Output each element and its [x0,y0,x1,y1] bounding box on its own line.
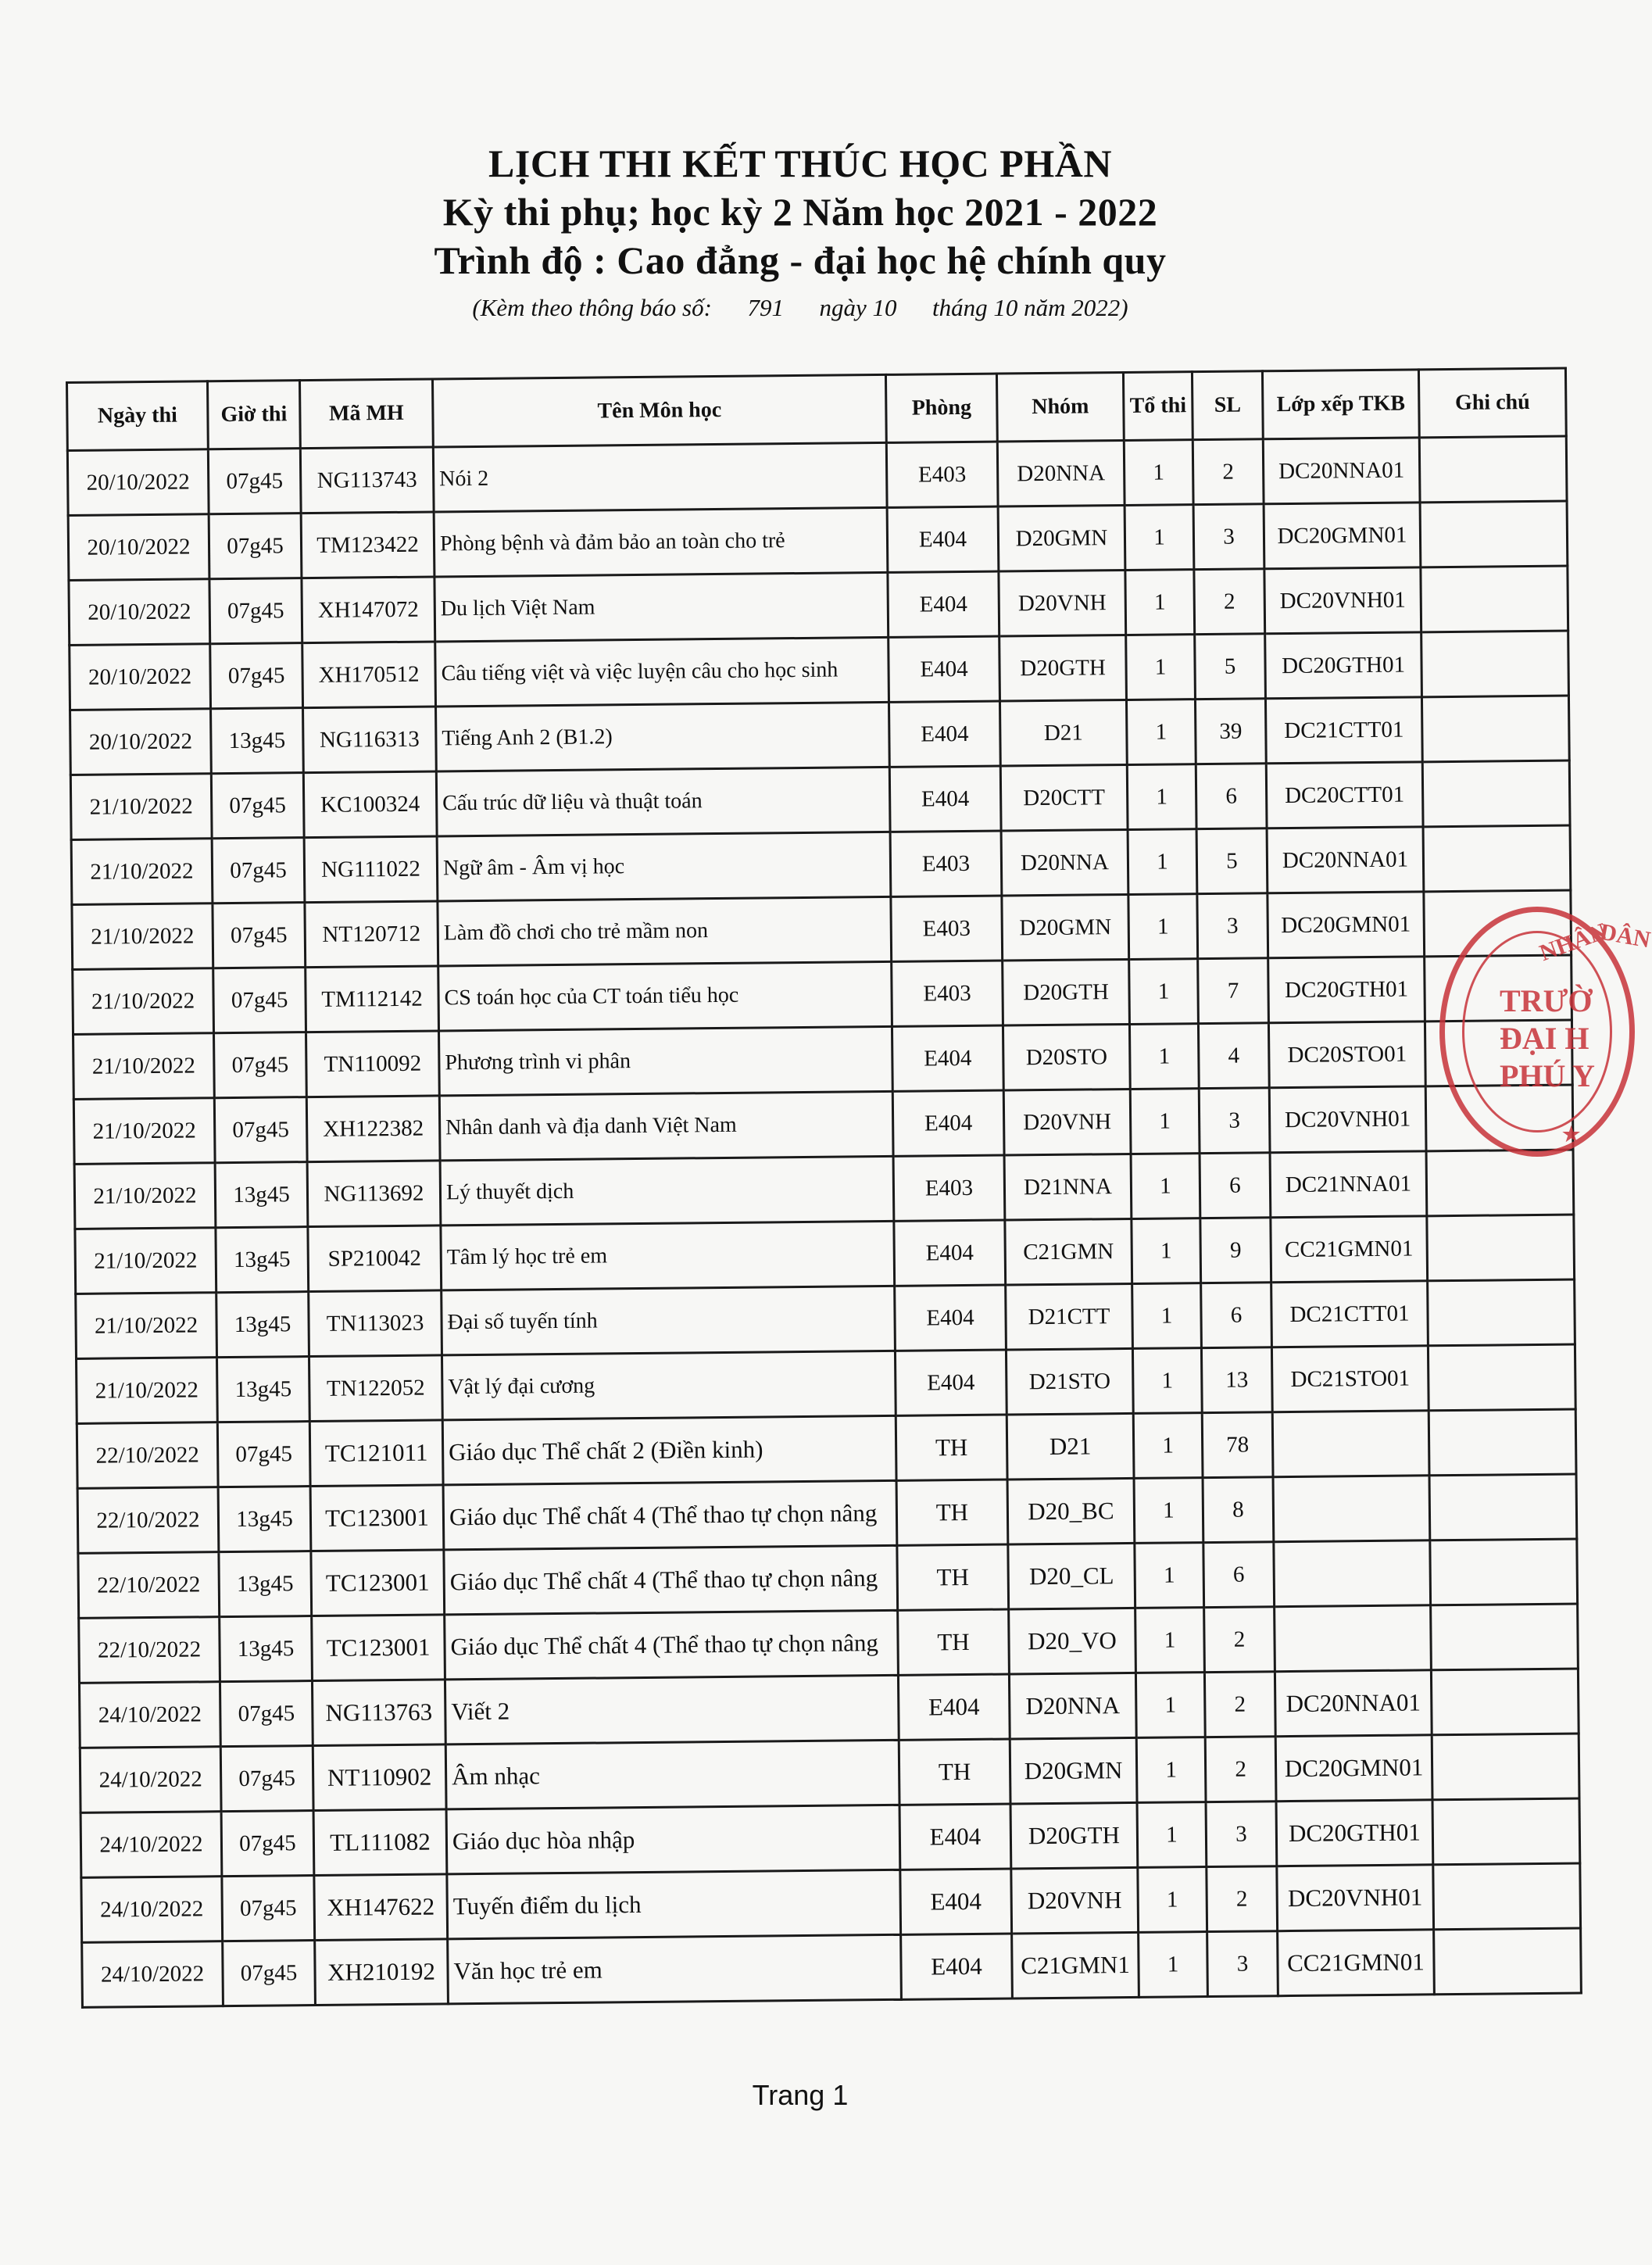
cell-room: E404 [889,701,1000,767]
cell-class: DC21CTT01 [1271,1281,1429,1347]
cell-notes [1419,436,1567,503]
cell-session: 1 [1132,1218,1201,1284]
cell-date: 21/10/2022 [75,1228,216,1294]
cell-date: 21/10/2022 [76,1293,217,1359]
header-class: Lớp xếp TKB [1262,370,1419,439]
cell-time: 07g45 [220,1681,313,1747]
cell-group: D20GMN [1002,894,1129,961]
cell-count: 5 [1196,828,1268,894]
cell-code: TN113023 [309,1290,442,1357]
cell-session: 1 [1129,959,1199,1025]
cell-room: E403 [891,896,1003,961]
cell-room: E404 [888,571,999,637]
cell-group: D21 [1007,1413,1134,1480]
exam-schedule-table [66,367,1582,2009]
cell-group: D20_VO [1009,1608,1136,1674]
cell-time: 07g45 [214,1032,307,1098]
cell-code: TC123001 [311,1550,445,1616]
cell-room: TH [898,1609,1010,1675]
cell-date: 21/10/2022 [77,1358,218,1424]
cell-subject: Làm đồ chơi cho trẻ mầm non [438,896,892,966]
cell-code: NG113763 [312,1680,445,1746]
cell-room: TH [897,1544,1009,1610]
seal-line-1: TRƯỜ [1500,983,1593,1018]
cell-room: E403 [886,442,998,507]
cell-code: KC100324 [303,771,437,838]
cell-date: 20/10/2022 [68,514,209,581]
cell-code: TN122052 [309,1355,442,1422]
cell-subject: Câu tiếng việt và việc luyện câu cho học sinh [435,637,889,707]
cell-date: 21/10/2022 [73,968,214,1035]
cell-time: 07g45 [220,1746,313,1812]
cell-time: 13g45 [216,1292,309,1358]
cell-code: TM112142 [306,966,439,1032]
header-room: Phòng [885,374,997,442]
cell-notes [1434,1928,1582,1995]
cell-subject: Cấu trúc dữ liệu và thuật toán [436,767,890,836]
cell-group: C21GMN [1005,1218,1132,1285]
cell-session: 1 [1136,1737,1206,1803]
cell-date: 22/10/2022 [79,1617,220,1684]
table-row [82,1928,1582,2007]
cell-group: D21NNA [1004,1154,1132,1220]
cell-notes [1433,1863,1581,1930]
cell-code: XH122382 [306,1096,440,1162]
cell-session: 1 [1124,440,1193,506]
cell-date: 24/10/2022 [81,1877,223,1943]
header-subject: Tên Môn học [432,374,886,447]
cell-date: 24/10/2022 [82,1941,223,2008]
cell-time: 13g45 [216,1357,309,1422]
cell-code: TM123422 [301,512,434,578]
cell-class: DC20NNA01 [1263,438,1420,504]
cell-session: 1 [1135,1543,1204,1608]
cell-time: 07g45 [209,513,302,579]
cell-group: D20GTH [999,635,1127,701]
cell-class: DC20VNH01 [1277,1865,1434,1931]
cell-notes [1429,1474,1577,1540]
cell-code: NT120712 [305,901,438,968]
cell-session: 1 [1126,635,1196,700]
note-day: 10 [872,294,897,321]
cell-count: 2 [1207,1866,1278,1932]
cell-class: DC20VNH01 [1269,1086,1426,1153]
cell-count: 6 [1200,1153,1271,1218]
cell-code: SP210042 [308,1226,442,1292]
cell-date: 21/10/2022 [73,1033,215,1100]
cell-count: 9 [1200,1218,1271,1283]
cell-room: E404 [892,1025,1003,1091]
cell-group: D21CTT [1006,1283,1133,1350]
cell-count: 78 [1202,1412,1273,1478]
cell-session: 1 [1131,1154,1200,1219]
cell-class [1274,1540,1431,1607]
cell-class: DC20NNA01 [1275,1670,1432,1737]
header-session: Tổ thi [1123,372,1193,441]
cell-group: D20GMN [1010,1737,1137,1804]
cell-code: TL111082 [313,1809,447,1876]
cell-subject: Nhân danh và địa danh Việt Nam [439,1091,893,1161]
cell-session: 1 [1125,570,1195,635]
cell-notes [1422,760,1570,827]
cell-notes [1421,696,1569,762]
cell-room: E404 [889,636,1000,702]
header-date: Ngày thi [67,381,209,451]
cell-time: 07g45 [213,968,306,1033]
cell-subject: Tâm lý học trẻ em [441,1221,895,1290]
cell-group: D21STO [1006,1348,1133,1415]
cell-subject: Tiếng Anh 2 (B1.2) [436,702,890,771]
cell-subject: CS toán học của CT toán tiểu học [438,961,892,1031]
cell-room: E403 [890,831,1002,896]
cell-group: D20GTH [1003,959,1130,1025]
cell-subject: Du lịch Việt Nam [434,572,889,642]
cell-room: TH [896,1480,1008,1545]
cell-group: D20VNH [1011,1867,1139,1934]
cell-time: 07g45 [212,838,305,903]
cell-group: C21GMN1 [1012,1932,1139,1998]
cell-notes [1427,1215,1575,1281]
cell-subject: Âm nhạc [445,1740,899,1809]
cell-date: 24/10/2022 [80,1747,221,1813]
cell-code: NG111022 [304,836,438,903]
cell-class: CC21GMN01 [1278,1930,1435,1996]
cell-group: D20VNH [999,570,1126,636]
cell-class: DC20STO01 [1268,1022,1425,1088]
document-title: LỊCH THI KẾT THÚC HỌC PHẦN [488,141,1112,185]
cell-count: 6 [1196,764,1267,829]
cell-class: DC20GTH01 [1268,957,1425,1023]
seal-text [1500,982,1595,1095]
cell-notes [1429,1409,1576,1476]
cell-date: 20/10/2022 [70,709,212,775]
cell-code: NG113743 [300,447,434,513]
cell-notes [1431,1669,1579,1735]
cell-room: E403 [892,961,1003,1026]
seal-line-3: PHÚ Y [1500,1058,1595,1093]
cell-code: NT110902 [313,1744,446,1811]
seal-ring-text-2: NHÂN [1536,918,1611,967]
cell-notes [1428,1279,1575,1346]
note-number: 791 [747,294,784,321]
cell-session: 1 [1138,1867,1207,1933]
cell-session: 1 [1128,829,1197,895]
cell-time: 07g45 [208,449,301,514]
cell-notes [1432,1798,1580,1865]
seal-line-2: ĐẠI H [1500,1021,1589,1056]
cell-session: 1 [1135,1673,1205,1738]
cell-room: E404 [895,1285,1007,1351]
cell-group: D20GMN [998,505,1125,571]
document-subtitle: Kỳ thi phụ; học kỳ 2 Năm học 2021 - 2022 [442,190,1158,234]
cell-group: D20_CL [1008,1543,1135,1609]
cell-count: 13 [1201,1347,1272,1413]
cell-class [1272,1411,1429,1477]
document-note [0,291,1600,325]
cell-session: 1 [1130,1089,1200,1154]
cell-room: E404 [898,1674,1010,1740]
cell-subject: Viết 2 [445,1675,899,1744]
cell-code: NG113692 [307,1161,441,1227]
cell-room: E404 [887,506,999,572]
cell-count: 4 [1198,1023,1269,1089]
cell-subject: Phòng bệnh và đảm bảo an toàn cho trẻ [434,507,888,577]
cell-class [1275,1605,1432,1672]
cell-time: 13g45 [218,1487,311,1552]
cell-time: 07g45 [213,903,306,968]
cell-time: 13g45 [220,1616,313,1682]
table-body [67,436,1581,2007]
header-time: Giờ thi [208,381,301,449]
cell-notes [1421,631,1569,697]
cell-code: TN110092 [306,1031,440,1097]
cell-class: DC20GMN01 [1275,1735,1432,1802]
cell-session: 1 [1125,505,1194,571]
cell-time: 07g45 [223,1941,316,2006]
cell-subject: Giáo dục Thể chất 4 (Thể thao tự chọn nâng [444,1545,898,1615]
cell-date: 24/10/2022 [79,1682,220,1748]
cell-subject: Vật lý đại cương [442,1351,896,1420]
cell-session: 1 [1135,1608,1205,1673]
cell-group: D20GTH [1010,1802,1138,1869]
cell-group: D20STO [1003,1024,1130,1090]
cell-count: 3 [1193,504,1264,570]
cell-time: 13g45 [215,1162,308,1228]
cell-date: 20/10/2022 [69,579,210,646]
cell-class: DC21NNA01 [1270,1151,1427,1218]
cell-class: DC20GMN01 [1264,503,1421,569]
cell-count: 3 [1206,1802,1277,1867]
cell-count: 6 [1203,1542,1275,1608]
cell-code: XH210192 [315,1939,449,2006]
note-month-year: 10 năm 2022) [993,294,1128,321]
note-prefix: (Kèm theo thông báo số: [472,294,712,321]
cell-count: 6 [1201,1283,1272,1348]
cell-count: 2 [1193,439,1264,505]
cell-time: 07g45 [222,1876,315,1941]
header-code: Mã MH [300,379,434,449]
cell-time: 07g45 [210,643,303,709]
cell-class: DC20GMN01 [1268,892,1425,958]
cell-date: 21/10/2022 [73,1098,215,1165]
cell-count: 2 [1194,569,1265,635]
cell-group: D20VNH [1003,1089,1131,1155]
cell-time: 13g45 [219,1551,312,1617]
cell-session: 1 [1134,1478,1203,1544]
header-count: SL [1192,371,1263,440]
cell-time: 07g45 [221,1811,314,1877]
cell-subject: Ngữ âm - Âm vị học [437,832,891,901]
cell-code: XH147622 [314,1874,448,1941]
header-notes: Ghi chú [1418,368,1566,438]
cell-date: 21/10/2022 [70,774,212,840]
seal-star-icon: ★ [1562,1123,1581,1146]
cell-class [1273,1476,1430,1542]
cell-group: D20NNA [1001,829,1128,896]
cell-group: D20NNA [1009,1673,1136,1739]
cell-subject: Văn học trẻ em [448,1934,902,2004]
cell-time: 07g45 [211,773,304,839]
cell-count: 2 [1205,1737,1276,1802]
cell-date: 21/10/2022 [72,903,213,970]
seal-ring-text: DÂN [1597,918,1652,954]
cell-group: D20CTT [1000,764,1128,831]
cell-room: TH [896,1415,1007,1480]
cell-subject: Nói 2 [433,442,887,512]
note-month-label: tháng [931,294,988,321]
cell-date: 22/10/2022 [77,1487,219,1554]
cell-group: D20_BC [1007,1478,1135,1544]
cell-room: E404 [901,1934,1013,1999]
cell-subject: Phương trình vi phân [438,1026,892,1096]
cell-session: 1 [1133,1413,1203,1479]
cell-class: DC20GTH01 [1265,632,1422,699]
cell-session: 1 [1139,1932,1208,1998]
cell-code: XH147072 [302,577,435,643]
cell-subject: Đại số tuyến tính [442,1286,896,1355]
document-header [0,139,1600,325]
cell-subject: Lý thuyết dịch [440,1156,894,1226]
cell-date: 22/10/2022 [77,1422,218,1489]
cell-room: E404 [900,1869,1012,1934]
cell-group: D21 [999,700,1127,766]
cell-notes [1432,1734,1579,1800]
cell-code: XH170512 [302,642,436,708]
cell-count: 39 [1195,699,1266,764]
cell-room: TH [899,1739,1010,1805]
cell-time: 13g45 [211,708,304,774]
cell-notes [1426,1150,1574,1216]
cell-class: DC21STO01 [1271,1346,1429,1412]
note-day-label: ngày [819,294,867,321]
cell-count: 7 [1198,958,1269,1024]
cell-session: 1 [1126,700,1196,765]
cell-date: 24/10/2022 [80,1812,222,1878]
cell-room: E404 [892,1090,1004,1156]
cell-time: 07g45 [209,578,302,644]
cell-notes [1428,1344,1575,1411]
cell-class: DC20GTH01 [1276,1800,1433,1866]
cell-room: E403 [893,1155,1005,1221]
page-footer: Trang 1 [752,2079,849,2111]
cell-count: 3 [1197,893,1268,959]
cell-group: D20NNA [997,441,1125,507]
cell-room: E404 [894,1220,1006,1286]
cell-notes [1423,825,1571,892]
cell-date: 20/10/2022 [70,644,211,710]
cell-notes [1421,566,1568,632]
cell-class: DC20NNA01 [1267,827,1424,893]
cell-code: TC123001 [312,1615,445,1681]
cell-notes [1431,1604,1579,1670]
cell-count: 3 [1199,1088,1270,1154]
cell-subject: Giáo dục hòa nhập [446,1805,900,1874]
cell-session: 1 [1129,1024,1199,1090]
cell-room: E404 [895,1350,1007,1415]
cell-class: CC21GMN01 [1271,1216,1428,1283]
cell-code: TC123001 [310,1485,444,1551]
cell-date: 22/10/2022 [78,1552,220,1619]
cell-subject: Giáo dục Thể chất 4 (Thể thao tự chọn nâng [443,1480,897,1550]
cell-session: 1 [1137,1802,1207,1868]
cell-class: DC21CTT01 [1265,697,1422,764]
cell-count: 2 [1204,1607,1275,1673]
cell-date: 20/10/2022 [67,449,209,516]
cell-count: 5 [1195,634,1266,700]
cell-count: 8 [1203,1477,1274,1543]
header-group: Nhóm [996,373,1124,442]
cell-subject: Giáo dục Thể chất 4 (Thể thao tự chọn nâng [445,1610,899,1680]
cell-date: 21/10/2022 [71,839,213,905]
cell-code: NG116313 [303,707,437,773]
cell-session: 1 [1127,764,1196,830]
cell-count: 3 [1207,1931,1278,1997]
cell-time: 07g45 [217,1422,310,1487]
cell-room: E404 [889,766,1001,832]
cell-session: 1 [1128,894,1198,960]
cell-class: DC20CTT01 [1266,762,1423,828]
cell-code: TC121011 [309,1420,443,1487]
cell-class: DC20VNH01 [1264,567,1421,634]
document-level: Trình độ : Cao đẳng - đại học hệ chính quy [434,238,1167,282]
cell-session: 1 [1132,1348,1202,1414]
cell-subject: Tuyến điểm du lịch [447,1870,901,1939]
cell-time: 13g45 [216,1227,309,1293]
cell-subject: Giáo dục Thể chất 2 (Điền kinh) [442,1415,896,1485]
cell-date: 21/10/2022 [74,1163,216,1229]
official-seal [1439,907,1652,1157]
cell-session: 1 [1132,1283,1202,1349]
cell-time: 07g45 [214,1097,307,1163]
cell-room: E404 [899,1804,1011,1870]
cell-notes [1420,501,1568,567]
cell-count: 2 [1204,1672,1275,1737]
cell-notes [1430,1539,1578,1605]
